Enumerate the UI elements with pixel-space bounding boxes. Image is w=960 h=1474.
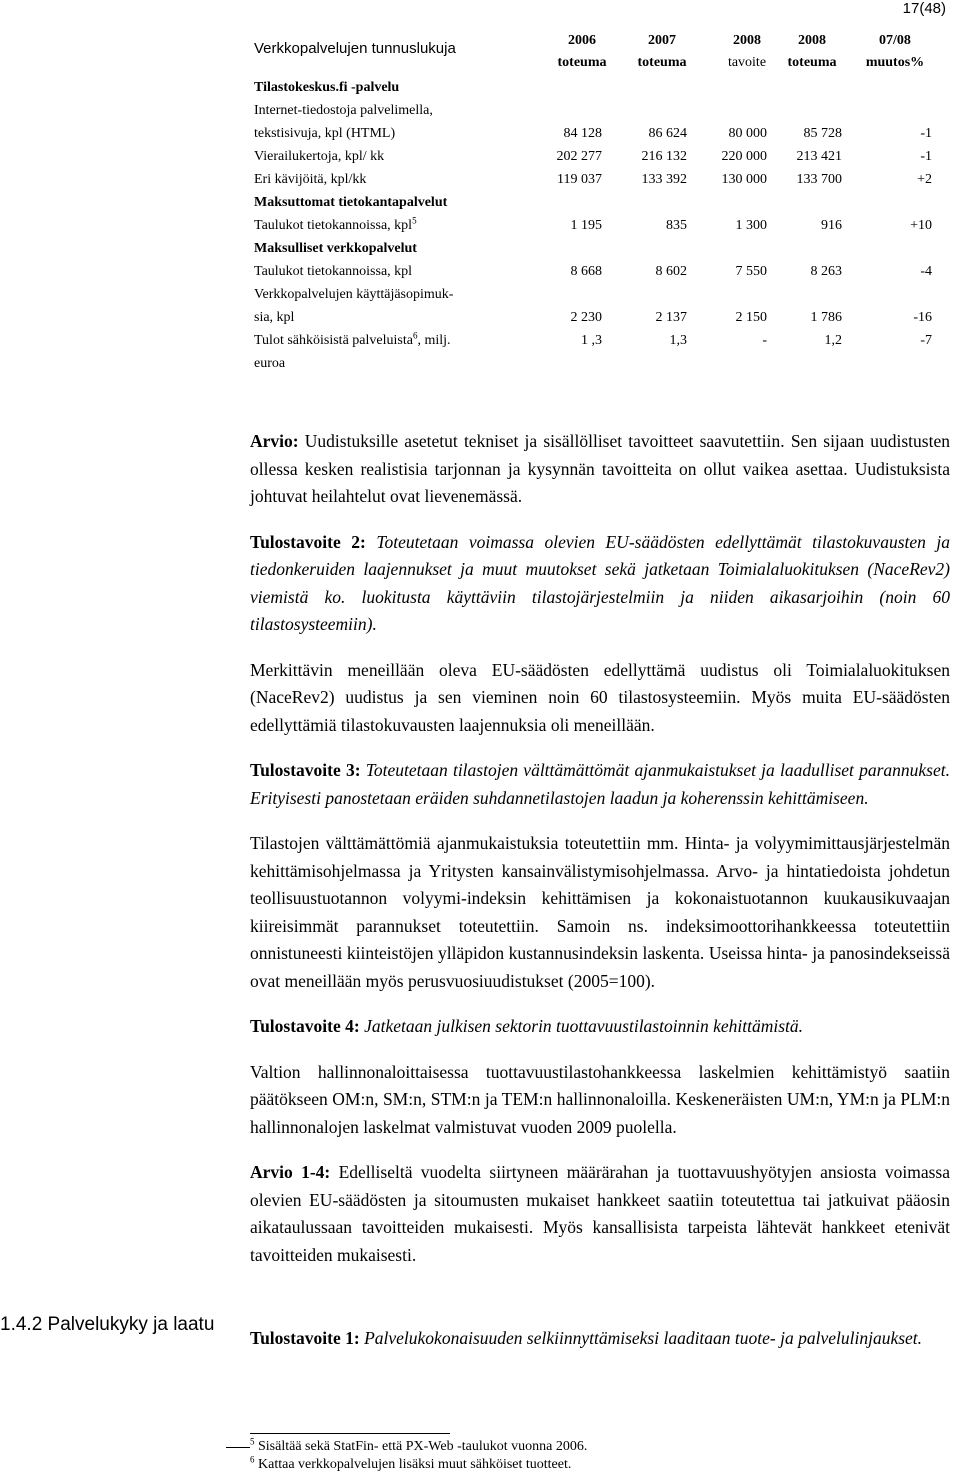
table-row [252,306,938,329]
row-label: Tilastokeskus.fi -palvelu [254,80,400,95]
paragraph-tuottavuus: Valtion hallinnonaloittaisessa tuottavuustilastohankkeessa laskelmien kehittämistyö saatiin päätökseen OM:n, SM:n, STM:n ja TEM:n hallinnonaloilla. Keskeneräisten UM:n, YM:n ja PLM:n hallinnonalojen laskelmat valmistuvat vuoden 2009 puolella. [250,1061,950,1137]
table-cell: 130 000 [721,172,767,187]
paragraph-naceRev2: Merkittävin meneillään oleva EU-säädösten edellyttämä uudistus oli Toimialaluokituksen (NaceRev2) uudistus ja sen vieminen noin 60 tilastosysteemiin. Myös muita EU-säädösten edellyttämiä tilastokuvausten laajennuksia oli meneillään. [250,659,950,735]
table-cell: 835 [666,218,687,233]
table-row [252,352,938,375]
table-cell: 1,2 [824,333,842,348]
table-cell: 2 230 [570,310,602,325]
row-label: Verkkopalvelujen käyttäjäsopimuk- [254,287,454,302]
footnote-6: $^6$ Kattaa verkkopalvelujen lisäksi muut sähköiset tuotteet. [250,1454,572,1472]
table-title: Verkkopalvelujen tunnuslukuja [254,40,456,57]
table-cell: 84 128 [563,126,602,141]
paragraph-arvio-1-4: Arvio 1-4: Edelliseltä vuodelta siirtyneen määrärahan ja tuottavuushyötyjen ansiosta voimassa olevien EU-säädösten ja sitoumusten mukaiset hankkeet saatiin toteutettua tai jatkuivat pääosin aikataulussaan tavoitteiden mukaisesti. Myös kansallisista tarpeista lähtevät hankkeet etenivät tavoitteiden mukaisesti. [250,1162,950,1265]
row-label: Maksulliset verkkopalvelut [254,241,417,256]
footnote-rule [250,1433,450,1434]
table-cell: 80 000 [728,126,767,141]
row-label: Taulukot tietokannoissa, kpl$^5$ [254,215,417,233]
paragraph-ajanmukaistukset: Tilastojen välttämättömiä ajanmukaistuksia toteutettiin mm. Hinta- ja volyymimittausjärjestelmän kehittämisohjelmassa ja Yritysten kansainvälistymisohjelmassa. Arvo- ja hintatiedoista johdetun teollisuustuotannon volyymi-indeksin kehittämisen ja kokonaistuotannon kuukausikuvaajan kiireisimmät parannukset toteutettiin. Samoin ns. indeksimoottorihankkeessa toteutettiin onnistuneesti kiinteistöjen ylläpidon kustannusindeksin laskenta. Useissa hinta- ja panosindekseissä ovat meneillään myös perusvuosiuudistukset (2005=100). [250,833,950,991]
table-cell: 86 624 [648,126,687,141]
table-cell: 119 037 [557,172,602,187]
table-cell: 8 602 [655,264,687,279]
table-cell: 8 263 [810,264,842,279]
table-cell: 1 786 [810,310,842,325]
table-cell: 1 300 [735,218,767,233]
table-header [252,30,938,76]
col-header-2006: 2006 toteuma [557,33,607,70]
footnotes [250,1433,950,1474]
table-row [252,145,938,168]
table-cell: 216 132 [641,149,687,164]
paragraph-tulostavoite-3: Tulostavoite 3: Toteutetaan tilastojen välttämättömät ajanmukaistukset ja laadulliset parannukset. Erityisesti panostetaan eräiden suhdannetilastojen laadun ja koherenssin kehittämiseen. [250,760,950,808]
table-row [252,191,938,214]
table-cell: -1 [920,149,932,164]
footnote-5: $^5$ Sisältää sekä StatFin- että PX-Web -taulukot vuonna 2006. [250,1436,588,1454]
paragraph-tulostavoite-1: Tulostavoite 1: Palvelukokonaisuuden selkiinnyttämiseksi laaditaan tuote- ja palvelulinjaukset. [250,1328,923,1348]
col-header-change: 07/08 muutos% [865,33,925,70]
table-row [252,214,938,237]
table-cell: 85 728 [803,126,842,141]
table-cell: -1 [920,126,932,141]
row-label: Tulot sähköisistä palveluista$^6$, milj. [254,330,451,348]
paragraph-tulostavoite-4: Tulostavoite 4: Jatketaan julkisen sektorin tuottavuustilastoinnin kehittämistä. [250,1016,803,1036]
table-cell: 2 137 [655,310,687,325]
row-label: euroa [254,356,286,371]
table-cell: 1,3 [669,333,687,348]
table-row [252,76,938,99]
margin-rule [226,1447,250,1448]
table-cell: 916 [821,218,842,233]
table-row [252,283,938,306]
page-number: 17(48) [902,0,946,17]
table-cell: 133 700 [796,172,842,187]
table-row [252,260,938,283]
table-row [252,168,938,191]
table-cell: - [762,333,767,348]
table-row [252,122,938,145]
row-label: Taulukot tietokannoissa, kpl [254,264,413,279]
table-cell: 213 421 [796,149,842,164]
table-cell: 8 668 [570,264,602,279]
table-cell: +10 [910,218,932,233]
table-cell: 1 ,3 [581,333,602,348]
kpi-table [252,30,938,375]
table-row [252,99,938,122]
table-cell: 1 195 [570,218,602,233]
table-cell: -16 [913,310,932,325]
row-label: sia, kpl [254,310,295,325]
table-cell: 2 150 [735,310,767,325]
table-cell: 220 000 [721,149,767,164]
row-label: tekstisivuja, kpl (HTML) [254,126,396,141]
paragraph-arvio: Arvio: Uudistuksille asetetut tekniset ja sisällölliset tavoitteet saavutettiin. Sen sijaan uudistusten ollessa kesken realistisia tarjonnan ja kysynnän tavoitteita on ollut vaikea asettaa. Uudistuksista johtuvat heilahtelut ovat lievenemässä. [250,431,950,506]
table-cell: 7 550 [735,264,767,279]
col-header-2007: 2007 toteuma [637,33,687,70]
row-label: Maksuttomat tietokantapalvelut [254,195,448,210]
row-label: Eri kävijöitä, kpl/kk [254,172,367,187]
table-row [252,237,938,260]
table-cell: 133 392 [641,172,687,187]
body-text [250,428,950,1371]
col-header-2008-actual: 2008 toteuma [787,33,837,70]
section-heading: 1.4.2 Palvelukyky ja laatu [0,1314,215,1335]
paragraph-tulostavoite-2: Tulostavoite 2: Toteutetaan voimassa olevien EU-säädösten edellyttämät tilastokuvausten ja tiedonkeruiden laajennukset ja muut muutokset sekä jatketaan Toimialaluokituksen (NaceRev2) viemistä ko. luokitusta käyttäviin tilastojärjestelmiin ja niiden aikasarjoihin (noin 60 tilastosysteemiin). [250,531,950,634]
table-cell: -7 [920,333,932,348]
table-row [252,329,938,352]
col-header-2008-target: 2008 tavoite [727,33,767,70]
row-label: Vierailukertoja, kpl/ kk [254,149,385,164]
row-label: Internet-tiedostoja palvelimella, [254,103,433,118]
table-cell: +2 [917,172,932,187]
table-body [252,76,938,375]
table-cell: 202 277 [556,149,602,164]
table-cell: -4 [920,264,932,279]
